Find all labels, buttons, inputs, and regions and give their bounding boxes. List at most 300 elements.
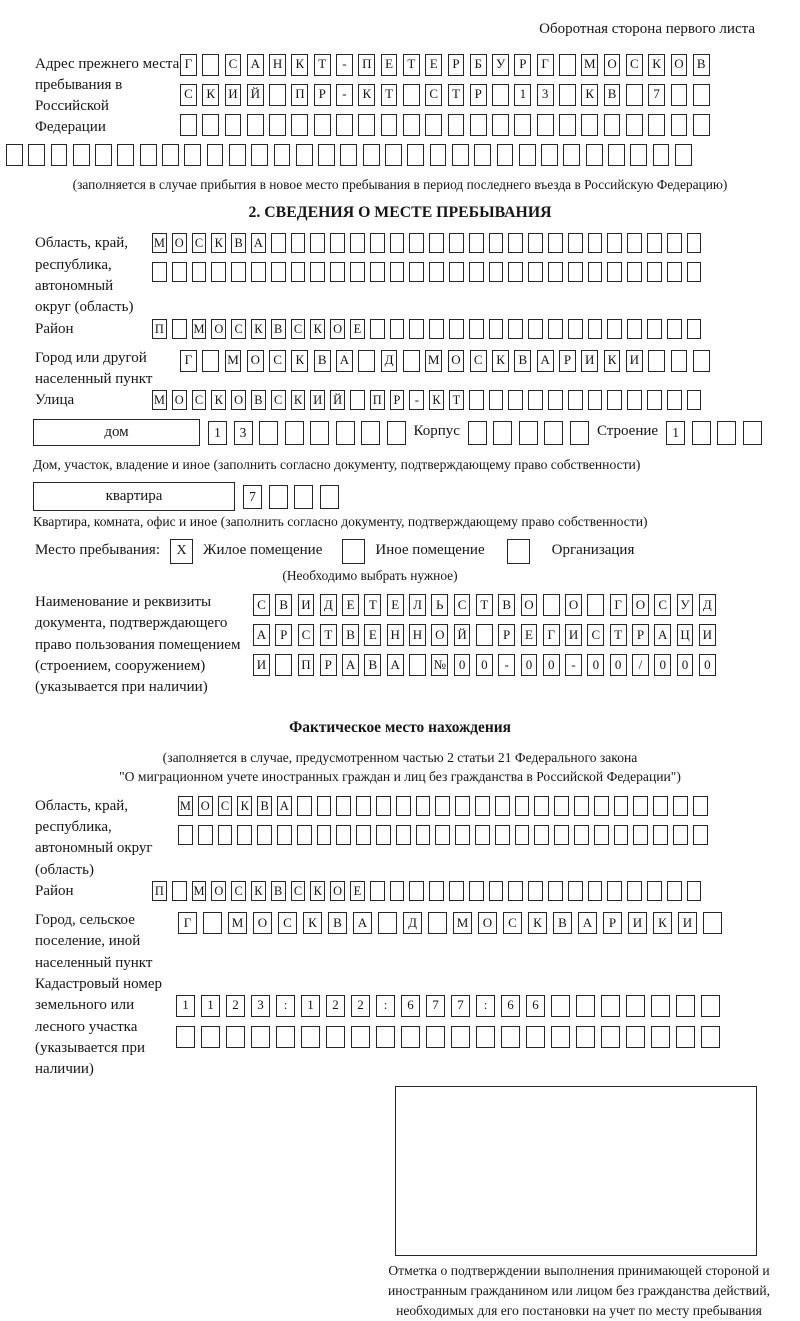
char-cell[interactable]: [495, 796, 510, 816]
char-cell[interactable]: 6: [401, 995, 420, 1017]
char-cell[interactable]: [647, 881, 662, 901]
char-cell[interactable]: [693, 796, 708, 816]
char-cell[interactable]: [608, 144, 625, 166]
char-cell[interactable]: [574, 796, 589, 816]
char-cell[interactable]: [363, 144, 380, 166]
char-cell[interactable]: 3: [537, 84, 554, 106]
char-cell[interactable]: Р: [559, 350, 576, 372]
char-cell[interactable]: [336, 825, 351, 845]
char-cell[interactable]: [449, 319, 464, 339]
char-cell[interactable]: -: [336, 84, 353, 106]
char-cell[interactable]: [581, 114, 598, 136]
char-cell[interactable]: А: [654, 624, 671, 646]
char-cell[interactable]: [651, 995, 670, 1017]
char-cell[interactable]: П: [152, 881, 167, 901]
char-cell[interactable]: С: [503, 912, 522, 934]
char-cell[interactable]: М: [192, 319, 207, 339]
char-cell[interactable]: Т: [403, 54, 420, 76]
char-cell[interactable]: [693, 350, 710, 372]
char-cell[interactable]: [601, 1026, 620, 1048]
char-cell[interactable]: [351, 1026, 370, 1048]
char-cell[interactable]: [489, 390, 504, 410]
char-cell[interactable]: [667, 881, 682, 901]
char-cell[interactable]: [528, 319, 543, 339]
char-cell[interactable]: [202, 114, 219, 136]
char-cell[interactable]: О: [521, 594, 538, 616]
char-cell[interactable]: А: [342, 654, 359, 676]
char-cell[interactable]: [534, 825, 549, 845]
char-cell[interactable]: А: [277, 796, 292, 816]
char-cell[interactable]: [474, 144, 491, 166]
char-cell[interactable]: [396, 825, 411, 845]
char-cell[interactable]: [117, 144, 134, 166]
char-cell[interactable]: 3: [234, 421, 253, 445]
char-cell[interactable]: С: [654, 594, 671, 616]
char-cell[interactable]: :: [476, 995, 495, 1017]
char-cell[interactable]: [95, 144, 112, 166]
char-cell[interactable]: [407, 144, 424, 166]
char-cell[interactable]: К: [237, 796, 252, 816]
char-cell[interactable]: К: [211, 390, 226, 410]
char-cell[interactable]: В: [271, 319, 286, 339]
char-cell[interactable]: [198, 825, 213, 845]
char-cell[interactable]: А: [387, 654, 404, 676]
char-cell[interactable]: К: [251, 319, 266, 339]
char-cell[interactable]: [318, 144, 335, 166]
char-cell[interactable]: [633, 796, 648, 816]
char-cell[interactable]: А: [537, 350, 554, 372]
char-cell[interactable]: [370, 233, 385, 253]
char-cell[interactable]: [626, 1026, 645, 1048]
char-cell[interactable]: [184, 144, 201, 166]
char-cell[interactable]: М: [453, 912, 472, 934]
char-cell[interactable]: С: [225, 54, 242, 76]
char-cell[interactable]: К: [291, 390, 306, 410]
char-cell[interactable]: 6: [526, 995, 545, 1017]
char-cell[interactable]: [576, 1026, 595, 1048]
char-cell[interactable]: [501, 1026, 520, 1048]
char-cell[interactable]: [455, 825, 470, 845]
char-cell[interactable]: К: [310, 319, 325, 339]
char-cell[interactable]: В: [275, 594, 292, 616]
char-cell[interactable]: [416, 825, 431, 845]
char-cell[interactable]: [563, 144, 580, 166]
char-cell[interactable]: Р: [514, 54, 531, 76]
char-cell[interactable]: Г: [180, 54, 197, 76]
char-cell[interactable]: В: [231, 233, 246, 253]
char-cell[interactable]: [495, 825, 510, 845]
char-cell[interactable]: Е: [521, 624, 538, 646]
char-cell[interactable]: [202, 350, 219, 372]
char-cell[interactable]: [449, 233, 464, 253]
char-cell[interactable]: [492, 84, 509, 106]
char-cell[interactable]: [356, 796, 371, 816]
char-cell[interactable]: [435, 796, 450, 816]
char-cell[interactable]: [687, 262, 702, 282]
char-cell[interactable]: В: [553, 912, 572, 934]
char-cell[interactable]: [403, 84, 420, 106]
char-cell[interactable]: -: [565, 654, 582, 676]
char-cell[interactable]: [429, 262, 444, 282]
char-cell[interactable]: О: [448, 350, 465, 372]
char-cell[interactable]: [455, 796, 470, 816]
char-cell[interactable]: [390, 233, 405, 253]
char-cell[interactable]: С: [218, 796, 233, 816]
char-cell[interactable]: [336, 114, 353, 136]
char-cell[interactable]: [543, 594, 560, 616]
char-cell[interactable]: :: [376, 995, 395, 1017]
char-cell[interactable]: [291, 233, 306, 253]
char-cell[interactable]: И: [699, 624, 716, 646]
char-cell[interactable]: [576, 995, 595, 1017]
char-cell[interactable]: М: [581, 54, 598, 76]
char-cell[interactable]: Р: [448, 54, 465, 76]
char-cell[interactable]: [296, 144, 313, 166]
char-cell[interactable]: С: [271, 390, 286, 410]
char-cell[interactable]: [202, 54, 219, 76]
char-cell[interactable]: [559, 114, 576, 136]
char-cell[interactable]: А: [578, 912, 597, 934]
char-cell[interactable]: В: [342, 624, 359, 646]
char-cell[interactable]: [469, 881, 484, 901]
char-cell[interactable]: [201, 1026, 220, 1048]
char-cell[interactable]: О: [604, 54, 621, 76]
char-cell[interactable]: [350, 390, 365, 410]
char-cell[interactable]: [277, 825, 292, 845]
char-cell[interactable]: [326, 1026, 345, 1048]
char-cell[interactable]: [626, 995, 645, 1017]
char-cell[interactable]: М: [225, 350, 242, 372]
char-cell[interactable]: [330, 233, 345, 253]
char-cell[interactable]: К: [211, 233, 226, 253]
char-cell[interactable]: [519, 144, 536, 166]
char-cell[interactable]: 7: [243, 485, 262, 509]
char-cell[interactable]: [428, 912, 447, 934]
char-cell[interactable]: -: [409, 390, 424, 410]
char-cell[interactable]: В: [271, 881, 286, 901]
char-cell[interactable]: [317, 825, 332, 845]
char-cell[interactable]: [614, 796, 629, 816]
char-cell[interactable]: [6, 144, 23, 166]
char-cell[interactable]: [218, 825, 233, 845]
char-cell[interactable]: [508, 881, 523, 901]
char-cell[interactable]: С: [454, 594, 471, 616]
char-cell[interactable]: [568, 319, 583, 339]
char-cell[interactable]: Т: [364, 594, 381, 616]
char-cell[interactable]: [548, 319, 563, 339]
char-cell[interactable]: Т: [610, 624, 627, 646]
char-cell[interactable]: /: [632, 654, 649, 676]
char-cell[interactable]: [449, 881, 464, 901]
char-cell[interactable]: В: [314, 350, 331, 372]
char-cell[interactable]: [274, 144, 291, 166]
char-cell[interactable]: [73, 144, 90, 166]
char-cell[interactable]: С: [626, 54, 643, 76]
char-cell[interactable]: О: [172, 390, 187, 410]
char-cell[interactable]: [180, 114, 197, 136]
char-cell[interactable]: [676, 1026, 695, 1048]
char-cell[interactable]: [653, 144, 670, 166]
char-cell[interactable]: [676, 995, 695, 1017]
char-cell[interactable]: [409, 233, 424, 253]
char-cell[interactable]: [269, 114, 286, 136]
char-cell[interactable]: О: [565, 594, 582, 616]
char-cell[interactable]: В: [257, 796, 272, 816]
char-cell[interactable]: О: [253, 912, 272, 934]
char-cell[interactable]: №: [431, 654, 448, 676]
char-cell[interactable]: [607, 390, 622, 410]
char-cell[interactable]: К: [291, 350, 308, 372]
char-cell[interactable]: [514, 114, 531, 136]
char-cell[interactable]: [687, 319, 702, 339]
char-cell[interactable]: [176, 1026, 195, 1048]
char-cell[interactable]: О: [478, 912, 497, 934]
char-cell[interactable]: 1: [514, 84, 531, 106]
char-cell[interactable]: [276, 1026, 295, 1048]
char-cell[interactable]: К: [648, 54, 665, 76]
char-cell[interactable]: [247, 114, 264, 136]
char-cell[interactable]: [667, 319, 682, 339]
char-cell[interactable]: [594, 796, 609, 816]
char-cell[interactable]: [430, 144, 447, 166]
char-cell[interactable]: В: [693, 54, 710, 76]
char-cell[interactable]: [568, 390, 583, 410]
char-cell[interactable]: [673, 796, 688, 816]
char-cell[interactable]: [317, 796, 332, 816]
char-cell[interactable]: 2: [351, 995, 370, 1017]
char-cell[interactable]: [403, 114, 420, 136]
char-cell[interactable]: К: [429, 390, 444, 410]
char-cell[interactable]: [172, 262, 187, 282]
char-cell[interactable]: [568, 881, 583, 901]
char-cell[interactable]: [630, 144, 647, 166]
char-cell[interactable]: И: [225, 84, 242, 106]
char-cell[interactable]: К: [202, 84, 219, 106]
char-cell[interactable]: 0: [521, 654, 538, 676]
char-cell[interactable]: [693, 84, 710, 106]
char-cell[interactable]: 7: [451, 995, 470, 1017]
char-cell[interactable]: С: [298, 624, 315, 646]
char-cell[interactable]: С: [192, 233, 207, 253]
char-cell[interactable]: Р: [470, 84, 487, 106]
char-cell[interactable]: [648, 114, 665, 136]
char-cell[interactable]: Г: [178, 912, 197, 934]
char-cell[interactable]: [310, 262, 325, 282]
char-cell[interactable]: [647, 262, 662, 282]
char-cell[interactable]: 1: [201, 995, 220, 1017]
char-cell[interactable]: 7: [648, 84, 665, 106]
char-cell[interactable]: [378, 912, 397, 934]
char-cell[interactable]: Ь: [431, 594, 448, 616]
char-cell[interactable]: О: [198, 796, 213, 816]
char-cell[interactable]: И: [298, 594, 315, 616]
char-cell[interactable]: [275, 654, 292, 676]
char-cell[interactable]: [559, 84, 576, 106]
char-cell[interactable]: [51, 144, 68, 166]
char-cell[interactable]: С: [180, 84, 197, 106]
char-cell[interactable]: П: [298, 654, 315, 676]
char-cell[interactable]: О: [211, 319, 226, 339]
char-cell[interactable]: [508, 319, 523, 339]
char-cell[interactable]: [381, 114, 398, 136]
char-cell[interactable]: [207, 144, 224, 166]
char-cell[interactable]: Т: [449, 390, 464, 410]
char-cell[interactable]: [508, 233, 523, 253]
char-cell[interactable]: [237, 825, 252, 845]
char-cell[interactable]: О: [247, 350, 264, 372]
char-cell[interactable]: [403, 350, 420, 372]
char-cell[interactable]: [358, 350, 375, 372]
char-cell[interactable]: [687, 233, 702, 253]
char-cell[interactable]: [601, 995, 620, 1017]
char-cell[interactable]: [385, 144, 402, 166]
char-cell[interactable]: [588, 881, 603, 901]
char-cell[interactable]: [192, 262, 207, 282]
char-cell[interactable]: О: [172, 233, 187, 253]
char-cell[interactable]: Р: [498, 624, 515, 646]
char-cell[interactable]: [162, 144, 179, 166]
char-cell[interactable]: Й: [330, 390, 345, 410]
char-cell[interactable]: К: [310, 881, 325, 901]
char-cell[interactable]: [627, 262, 642, 282]
char-cell[interactable]: [475, 796, 490, 816]
char-cell[interactable]: С: [231, 881, 246, 901]
char-cell[interactable]: [390, 319, 405, 339]
char-cell[interactable]: [574, 825, 589, 845]
char-cell[interactable]: О: [632, 594, 649, 616]
char-cell[interactable]: [541, 144, 558, 166]
char-cell[interactable]: О: [431, 624, 448, 646]
char-cell[interactable]: У: [492, 54, 509, 76]
char-cell[interactable]: [285, 421, 304, 445]
char-cell[interactable]: [548, 262, 563, 282]
char-cell[interactable]: С: [231, 319, 246, 339]
char-cell[interactable]: [508, 390, 523, 410]
char-cell[interactable]: 3: [251, 995, 270, 1017]
char-cell[interactable]: 0: [454, 654, 471, 676]
char-cell[interactable]: [673, 825, 688, 845]
char-cell[interactable]: [370, 881, 385, 901]
char-cell[interactable]: С: [269, 350, 286, 372]
char-cell[interactable]: [554, 825, 569, 845]
char-cell[interactable]: [320, 485, 339, 509]
char-cell[interactable]: Л: [409, 594, 426, 616]
char-cell[interactable]: [627, 881, 642, 901]
char-cell[interactable]: [551, 995, 570, 1017]
char-cell[interactable]: [489, 262, 504, 282]
char-cell[interactable]: [361, 421, 380, 445]
char-cell[interactable]: [140, 144, 157, 166]
char-cell[interactable]: Р: [320, 654, 337, 676]
char-cell[interactable]: [356, 825, 371, 845]
char-cell[interactable]: [340, 144, 357, 166]
char-cell[interactable]: [301, 1026, 320, 1048]
char-cell[interactable]: Е: [342, 594, 359, 616]
char-cell[interactable]: [229, 144, 246, 166]
char-cell[interactable]: [178, 825, 193, 845]
char-cell[interactable]: [257, 825, 272, 845]
char-cell[interactable]: [528, 262, 543, 282]
char-cell[interactable]: [537, 114, 554, 136]
char-cell[interactable]: [468, 421, 487, 445]
char-cell[interactable]: М: [152, 233, 167, 253]
char-cell[interactable]: О: [231, 390, 246, 410]
char-cell[interactable]: [671, 84, 688, 106]
char-cell[interactable]: Д: [320, 594, 337, 616]
char-cell[interactable]: И: [565, 624, 582, 646]
char-cell[interactable]: В: [514, 350, 531, 372]
char-cell[interactable]: [429, 233, 444, 253]
char-cell[interactable]: [671, 114, 688, 136]
char-cell[interactable]: М: [228, 912, 247, 934]
char-cell[interactable]: [476, 1026, 495, 1048]
char-cell[interactable]: [568, 233, 583, 253]
char-cell[interactable]: С: [291, 881, 306, 901]
char-cell[interactable]: [701, 995, 720, 1017]
char-cell[interactable]: [390, 262, 405, 282]
char-cell[interactable]: И: [253, 654, 270, 676]
char-cell[interactable]: М: [178, 796, 193, 816]
char-cell[interactable]: П: [152, 319, 167, 339]
char-cell[interactable]: [693, 825, 708, 845]
char-cell[interactable]: -: [498, 654, 515, 676]
char-cell[interactable]: [310, 421, 329, 445]
char-cell[interactable]: [692, 421, 711, 445]
char-cell[interactable]: [28, 144, 45, 166]
char-cell[interactable]: [548, 881, 563, 901]
char-cell[interactable]: [251, 144, 268, 166]
char-cell[interactable]: К: [492, 350, 509, 372]
char-cell[interactable]: [675, 144, 692, 166]
char-cell[interactable]: [588, 319, 603, 339]
char-cell[interactable]: [231, 262, 246, 282]
char-cell[interactable]: [627, 390, 642, 410]
char-cell[interactable]: [667, 233, 682, 253]
char-cell[interactable]: [489, 233, 504, 253]
char-cell[interactable]: П: [358, 54, 375, 76]
char-cell[interactable]: С: [278, 912, 297, 934]
char-cell[interactable]: Р: [314, 84, 331, 106]
char-cell[interactable]: [211, 262, 226, 282]
char-cell[interactable]: [587, 594, 604, 616]
stay-type-checkbox-organization[interactable]: [507, 539, 530, 564]
char-cell[interactable]: Д: [699, 594, 716, 616]
char-cell[interactable]: [548, 390, 563, 410]
char-cell[interactable]: [336, 421, 355, 445]
char-cell[interactable]: 0: [677, 654, 694, 676]
char-cell[interactable]: К: [653, 912, 672, 934]
char-cell[interactable]: [651, 1026, 670, 1048]
char-cell[interactable]: Г: [610, 594, 627, 616]
char-cell[interactable]: [429, 881, 444, 901]
char-cell[interactable]: В: [498, 594, 515, 616]
char-cell[interactable]: 1: [666, 421, 685, 445]
char-cell[interactable]: А: [353, 912, 372, 934]
char-cell[interactable]: И: [678, 912, 697, 934]
char-cell[interactable]: [586, 144, 603, 166]
char-cell[interactable]: О: [211, 881, 226, 901]
char-cell[interactable]: Н: [269, 54, 286, 76]
char-cell[interactable]: Г: [180, 350, 197, 372]
char-cell[interactable]: [493, 421, 512, 445]
char-cell[interactable]: С: [425, 84, 442, 106]
char-cell[interactable]: [336, 796, 351, 816]
char-cell[interactable]: П: [370, 390, 385, 410]
char-cell[interactable]: [370, 262, 385, 282]
char-cell[interactable]: [743, 421, 762, 445]
char-cell[interactable]: [703, 912, 722, 934]
char-cell[interactable]: [358, 114, 375, 136]
